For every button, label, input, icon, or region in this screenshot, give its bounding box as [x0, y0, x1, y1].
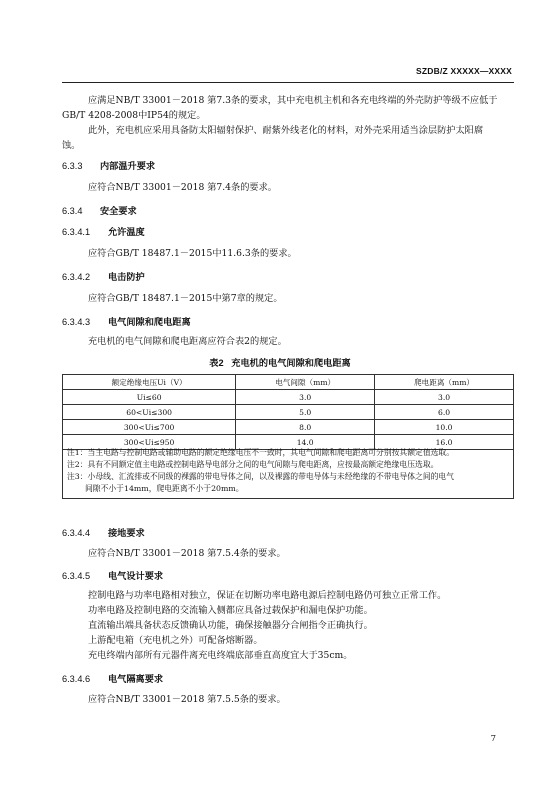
section-number: 6.3.4.6: [62, 674, 91, 684]
page-number: 7: [490, 734, 496, 744]
table-notes: [62, 445, 514, 499]
intro-paragraph-1-line-1: 应满足NB/T 33001－2018 第7.3条的要求，其中充电机主机和各充电终端的外壳防护等级不应低于: [88, 95, 498, 106]
intro-paragraph-2-line-1: 此外，充电机应采用具备防太阳辐射保护、耐紫外线老化的材料，对外壳采用适当涂层防护太阳腐: [88, 125, 484, 136]
intro-paragraph-2-line-2: 蚀。: [62, 140, 81, 151]
table-note-2: 注2：具有不同额定值主电路或控制电路导电部分之间的电气间隙与爬电距离，应按最高额定绝缘电压选取。: [67, 460, 439, 469]
section-6-3-4-2-body: 应符合GB/T 18487.1－2015中第7章的规定。: [88, 293, 283, 304]
section-6-3-4-1-body: 应符合GB/T 18487.1－2015中11.6.3条的要求。: [88, 248, 297, 259]
section-number: 6.3.4.1: [62, 227, 91, 237]
creepage-cell: 10.0: [375, 420, 514, 435]
section-title: 接地要求: [108, 528, 145, 538]
electrical-design-line: 功率电路及控制电路的交流输入侧都应具备过载保护和漏电保护功能。: [88, 605, 373, 616]
clearance-cell: 5.0: [236, 405, 375, 420]
section-6-3-4-heading: [62, 203, 137, 217]
creepage-cell: 16.0: [375, 435, 514, 450]
voltage-cell: Ui≤60: [63, 390, 236, 405]
section-number: 6.3.4.3: [62, 317, 91, 327]
intro-paragraph-1-line-2: GB/T 4208-2008中IP54的规定。: [62, 110, 206, 121]
section-6-3-4-2-heading: [62, 269, 145, 283]
section-number: 6.3.3: [62, 161, 83, 171]
section-title: 安全要求: [100, 206, 137, 216]
section-6-3-4-6-heading: [62, 671, 163, 685]
clearance-creepage-table: [62, 374, 514, 450]
section-number: 6.3.4.5: [62, 571, 91, 581]
table-row: [63, 390, 514, 405]
header-rule: [62, 82, 514, 83]
table-note-3-continued: 间隙不小于14mm，爬电距离不小于20mm。: [85, 484, 244, 493]
section-6-3-4-4-body: 应符合NB/T 33001－2018 第7.5.4条的要求。: [88, 548, 286, 559]
section-title: 电气设计要求: [108, 571, 164, 581]
column-header-creepage: 爬电距离（mm）: [375, 375, 514, 390]
section-title: 电气隔离要求: [108, 674, 164, 684]
table-note-1: 注1：当主电路与控制电路或辅助电路的额定绝缘电压不一致时，其电气间隙和爬电距离可分别按其额定值选取。: [67, 448, 455, 457]
section-number: 6.3.4.2: [62, 272, 91, 282]
section-6-3-3-heading: [62, 158, 155, 172]
clearance-cell: 8.0: [236, 420, 375, 435]
section-6-3-3-body: 应符合NB/T 33001－2018 第7.4条的要求。: [88, 182, 277, 193]
creepage-cell: 3.0: [375, 390, 514, 405]
creepage-cell: 6.0: [375, 405, 514, 420]
section-title: 电气间隙和爬电距离: [108, 317, 191, 327]
table-header-row: [63, 375, 514, 390]
voltage-cell: 300<Ui≤950: [63, 435, 236, 450]
section-number: 6.3.4: [62, 206, 83, 216]
section-6-3-4-4-heading: [62, 525, 145, 539]
section-title: 允许温度: [108, 227, 145, 237]
electrical-design-line: 直流输出端具备状态反馈确认功能，确保接触器分合闸指令正确执行。: [88, 620, 373, 631]
column-header-clearance: 电气间隙（mm）: [236, 375, 375, 390]
table-note-3: 注3：小母线、汇流排或不同级的裸露的带电导体之间，以及裸露的带电导体与未经绝缘的不带电导体之间的电气: [67, 472, 455, 481]
section-6-3-4-3-body: 充电机的电气间隙和爬电距离应符合表2的规定。: [88, 336, 287, 347]
section-6-3-4-1-heading: [62, 224, 145, 238]
electrical-design-line: 充电终端内部所有元器件离充电终端底部垂直高度宜大于35cm。: [88, 650, 353, 661]
electrical-design-line: 上游配电箱（充电机之外）可配备熔断器。: [88, 635, 263, 646]
electrical-design-line: 控制电路与功率电路相对独立，保证在切断功率电路电源后控制电路仍可独立正常工作。: [88, 590, 447, 601]
section-6-3-4-6-body: 应符合NB/T 33001－2018 第7.5.5条的要求。: [88, 694, 286, 705]
voltage-cell: 60<Ui≤300: [63, 405, 236, 420]
section-title: 内部温升要求: [100, 161, 156, 171]
table-row: [63, 405, 514, 420]
section-number: 6.3.4.4: [62, 528, 91, 538]
section-title: 电击防护: [108, 272, 145, 282]
document-code: SZDB/Z XXXXX—XXXX: [416, 66, 512, 76]
clearance-cell: 14.0: [236, 435, 375, 450]
table-2-caption: 表2 充电机的电气间隙和爬电距离: [209, 358, 351, 368]
column-header-voltage: 额定绝缘电压Ui（V）: [63, 375, 236, 390]
voltage-cell: 300<Ui≤700: [63, 420, 236, 435]
table-row: [63, 420, 514, 435]
clearance-cell: 3.0: [236, 390, 375, 405]
section-6-3-4-3-heading: [62, 314, 191, 328]
section-6-3-4-5-heading: [62, 568, 163, 582]
